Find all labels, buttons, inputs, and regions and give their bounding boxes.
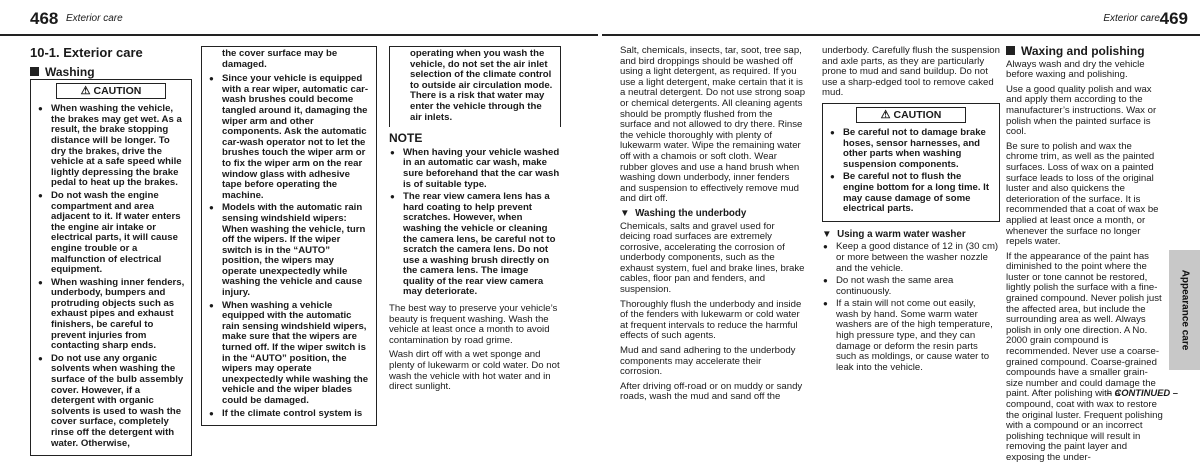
caution-continued-box	[201, 46, 377, 426]
caution-continued-list	[208, 74, 370, 419]
waxing-heading-text: Waxing and polishing	[1021, 44, 1145, 58]
warning-triangle-icon: ⚠	[80, 85, 91, 98]
body-paragraph: Wash dirt off with a wet sponge and plenty of lukewarm or cold water. Do not wash the vehicle with hot water and in direct sunlight.	[389, 349, 560, 393]
right-column-2	[822, 46, 1000, 375]
warm-washer-list	[822, 242, 1000, 373]
right-page	[602, 0, 1200, 463]
caution-label	[856, 107, 966, 123]
warm-washer-heading-text: Using a warm water washer	[837, 228, 966, 240]
underbody-heading	[620, 209, 806, 220]
caution-label	[56, 83, 166, 99]
note-item: ● The rear view camera lens has a hard coating to help prevent scratches. However, when washing the vehicle or cleaning the camera lens, be careful not to scratch the camera lens. Do not use a washing brush directly on the camera lens. The image quality of the rear view camera may deteriorate.	[389, 192, 561, 298]
triangle-bullet-icon: ▼	[822, 228, 838, 240]
body-paragraph: underbody. Carefully flush the suspension and axle parts, as they are particularly prone to mud and sand buildup. Do not use a sharp-edged tool to remove caked mud.	[822, 45, 1000, 99]
caution-box	[30, 79, 192, 456]
caution-item: ● Be careful not to damage brake hoses, sensor harnesses, and other parts when washing suspension components.	[829, 128, 993, 170]
body-paragraph: Use a good quality polish and wax and apply them according to the manufacturer’s instructions. Wax or polish when the painted surface is cool.	[1006, 83, 1157, 138]
caution-continued-lead: the cover surface may be damaged.	[222, 48, 338, 70]
caution-item: ● Since your vehicle is equipped with a rear wiper, automatic car-wash brushes could become tangled around it, damaging the wiper arm and other components. Ask the automatic car-wash operator not to let the brushes touch the wiper arm or to fix the wiper arm on the rear window glass with adhesive tape before operating the machine.	[208, 74, 370, 201]
left-column-2	[201, 46, 377, 426]
body-paragraph: Always wash and dry the vehicle before waxing and polishing.	[1006, 58, 1145, 81]
waxing-heading	[1006, 46, 1164, 57]
caution-tail-text: operating when you wash the vehicle, do not set the air inlet selection of the climate control to outside air circulation mode. There is a risk that water may enter the vehicle through the air inlets.	[410, 48, 553, 123]
side-tab-label: Appearance care	[1179, 269, 1190, 351]
note-heading: NOTE	[389, 131, 423, 146]
page-header	[0, 8, 598, 36]
triangle-bullet-icon: ▼	[620, 207, 636, 219]
square-bullet-icon	[1006, 46, 1015, 55]
caution-item: ● If the climate control system is	[208, 409, 370, 420]
continued-label: – CONTINUED –	[1106, 387, 1178, 398]
caution-item: ● Do not use any organic solvents when washing the surface of the bulb assembly cover. However, if a detergent with organic solvents is used to wash the cover surface, completely rinse off the detergent with water. Otherwise,	[37, 354, 185, 449]
body-paragraph: Chemicals, salts and gravel used for deicing road surfaces are extremely corrosive, accelerating the corrosion of underbody components, such as the exhaust system, fuel and brake lines, brake cables, floor pan and fenders, and suspension.	[620, 220, 805, 296]
left-column-3	[389, 46, 561, 397]
caution-item: ● When washing the vehicle, the brakes may get wet. As a result, the brake stopping distance will be longer. To dry the brakes, drive the vehicle at a safe speed while lightly depressing the brake pedal to heat up the brakes.	[37, 104, 185, 189]
caution-box	[822, 103, 1000, 222]
list-item: ● Keep a good distance of 12 in (30 cm) or more between the washer nozzle and the vehicle.	[822, 242, 1000, 274]
body-paragraph: Be sure to polish and wax the chrome trim, as well as the painted surfaces. Loss of wax on a painted surface leads to loss of the original luster and also quickens the deterioration of the surface. It is recommended that a coat of wax be applied at least once a month, or whenever the surface no longer repels water.	[1006, 140, 1159, 248]
page-number: 468	[30, 9, 59, 28]
left-page	[0, 0, 598, 449]
body-paragraph: Thoroughly flush the underbody and inside of the fenders with lukewarm or cold water at frequent intervals to reduce the harmful effects of such agents.	[620, 298, 802, 342]
caution-item: ● When washing a vehicle equipped with the automatic rain sensing windshield wipers, make sure that the wipers are turned off. If the wiper switch is in the “AUTO” position, the wipers may operate unexpectedly while washing the vehicle and the wiper blades could be damaged.	[208, 301, 370, 407]
left-column-1	[30, 46, 192, 456]
body-paragraph: After driving off-road or on muddy or sandy roads, wash the mud and sand off the	[620, 380, 803, 403]
warning-triangle-icon: ⚠	[880, 108, 891, 121]
right-column-1	[620, 46, 806, 407]
caution-item: ● When washing inner fenders, underbody, bumpers and protruding objects such as exhaust pipes and exhaust finishers, be careful to prevent injuries from contacting sharp ends.	[37, 278, 185, 352]
caution-item: ● Be careful not to flush the engine bottom for a long time. It may cause damage of some electrical parts.	[829, 172, 993, 214]
page-number: 469	[1159, 9, 1188, 28]
caution-list	[829, 128, 993, 215]
square-bullet-icon	[30, 67, 39, 76]
body-paragraph: Mud and sand adhering to the underbody components may accelerate their corrosion.	[620, 345, 796, 378]
section-heading: 10-1. Exterior care	[30, 45, 143, 60]
running-section-title: Exterior care	[1103, 13, 1160, 24]
body-paragraph: If the appearance of the paint has diminished to the point where the luster or tone cannot be restored, lightly polish the surface with a fine-grained compound. Never polish just the affected area, but include the surrounding area as well. Always polish in only one direction. A No. 2000 grain compound is recommended. Never use a coarse-grained compound. Coarse-grained compounds have a smaller grain-size number and could damage the paint. After polishing with a compound, coat with wax to restore the original luster. Frequent polishing with a compound or an incorrect polishing technique will result in removing the paint layer and exposing the under-	[1006, 250, 1163, 463]
underbody-heading-text: Washing the underbody	[635, 207, 747, 219]
caution-label-text: CAUTION	[893, 108, 942, 121]
page-header	[602, 8, 1200, 36]
caution-list	[37, 104, 185, 449]
running-section-title: Exterior care	[66, 13, 123, 24]
body-paragraph: Salt, chemicals, insects, tar, soot, tree sap, and bird droppings should be washed off using a light detergent, as required. If you use a light detergent, make certain that it is a neutral detergent. Do not use strong soap or chemical detergents. All cleaning agents should be promptly flushed from the surface and not allowed to dry there. Rinse the vehicle thoroughly with plenty of lukewarm water. Wipe the remaining water off with a chamois or soft cloth. Wear rubber gloves and use a hand brush when washing down underbody, inner fenders and suspension to effectively remove mud and dirt off.	[620, 45, 806, 205]
note-list	[389, 148, 561, 298]
right-column-3	[1006, 46, 1164, 468]
caution-label-text: CAUTION	[93, 85, 142, 98]
side-tab	[1169, 250, 1200, 370]
caution-tail-box	[389, 46, 561, 127]
caution-item: ● Do not wash the engine compartment and area adjacent to it. If water enters the engine air intake or electrical parts, it will cause engine trouble or a malfunction of electrical equipment.	[37, 191, 185, 276]
washing-heading-text: Washing	[45, 64, 95, 79]
note-item: ● When having your vehicle washed in an automatic car wash, make sure beforehand that the car wash is of suitable type.	[389, 148, 561, 190]
list-item: ● If a stain will not come out easily, wash by hand. Some warm water washers are of the high temperature, high pressure type, and they can damage or deform the resin parts such as moldings, or cause water to leak into the vehicle.	[822, 299, 1000, 373]
caution-item: ● Models with the automatic rain sensing windshield wipers: When washing the vehicle, turn off the wipers. If the wiper switch is in the “AUTO” position, the wipers may operate unexpectedly while washing the vehicle and cause injury.	[208, 203, 370, 298]
list-item: ● Do not wash the same area continuously.	[822, 276, 1000, 297]
body-paragraph: The best way to preserve your vehicle’s beauty is frequent washing. Wash the vehicle at least once a month to avoid contamination by road grime.	[389, 303, 558, 346]
washing-heading	[30, 64, 192, 79]
warm-washer-heading	[822, 230, 1000, 241]
